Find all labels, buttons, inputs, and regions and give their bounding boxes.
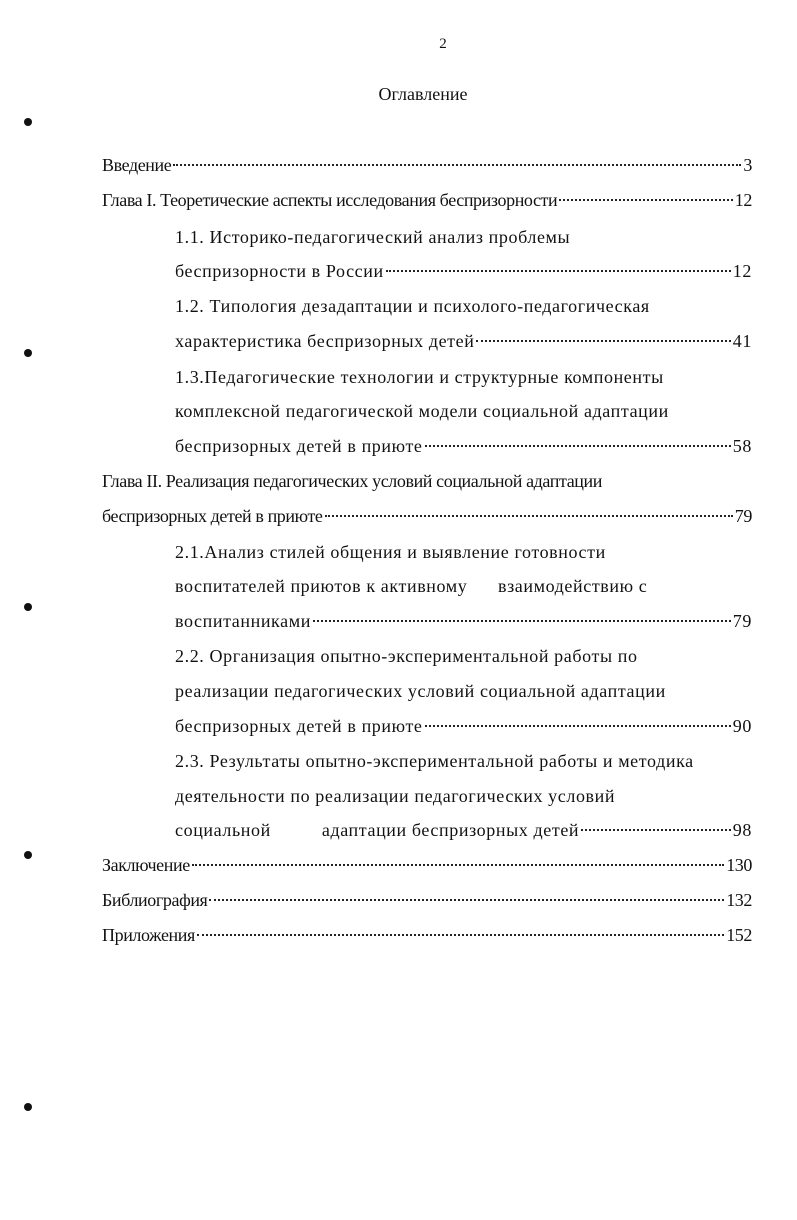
toc-entry-introduction[interactable] — [102, 152, 752, 178]
leader-dots — [581, 829, 731, 831]
toc-entry-chapter-2-line1[interactable]: Глава II. Реализация педагогических условий социальной адаптации — [102, 471, 602, 491]
toc-entry-2-2-line2[interactable]: реализации педагогических условий социальной адаптации — [175, 681, 666, 701]
toc-entry-title: беспризорности в России — [175, 261, 384, 281]
toc-entry-page: 130 — [726, 855, 752, 875]
toc-entry-1-2[interactable] — [175, 328, 752, 354]
toc-entry-title: беспризорных детей в приюте — [102, 506, 323, 526]
leader-dots — [425, 445, 731, 447]
toc-entry-title: Приложения — [102, 925, 195, 945]
leader-dots — [386, 270, 731, 272]
toc-entry-conclusion[interactable] — [102, 852, 752, 878]
toc-entry-page: 58 — [732, 436, 752, 456]
toc-entry-1-3-line1[interactable]: 1.3.Педагогические технологии и структурные компоненты — [175, 367, 664, 387]
toc-entry-page: 79 — [732, 611, 752, 631]
leader-dots — [173, 164, 741, 166]
toc-entry-bibliography[interactable] — [102, 887, 752, 913]
toc-entry-page: 132 — [726, 890, 752, 910]
toc-entry-1-3-line2[interactable]: комплексной педагогической модели социальной адаптации — [175, 401, 669, 421]
leader-dots — [476, 340, 730, 342]
toc-entry-2-1-line1[interactable]: 2.1.Анализ стилей общения и выявление готовности — [175, 542, 606, 562]
leader-dots — [325, 515, 733, 517]
toc-entry-title: беспризорных детей в приюте — [175, 716, 423, 736]
toc-entry-page: 90 — [732, 716, 752, 736]
toc-entry-page: 3 — [743, 155, 752, 175]
toc-entry-page: 79 — [734, 506, 752, 526]
page-number: 2 — [439, 36, 447, 52]
toc-entry-2-1[interactable] — [175, 608, 752, 634]
toc-entry-2-2[interactable] — [175, 713, 752, 739]
toc-entry-title: характеристика беспризорных детей — [175, 331, 475, 351]
leader-dots — [313, 620, 731, 622]
page-title: Оглавление — [378, 84, 468, 104]
toc-entry-chapter-1[interactable] — [102, 187, 752, 213]
toc-entry-page: 41 — [732, 331, 752, 351]
toc-entry-title: Введение — [102, 155, 172, 175]
toc-entry-2-3[interactable] — [175, 817, 752, 843]
leader-dots — [192, 864, 724, 866]
toc-entry-2-1-line2[interactable]: воспитателей приютов к активному взаимодействию с — [175, 576, 648, 596]
toc-entry-page: 98 — [732, 820, 752, 840]
toc-entry-title: Библиография — [102, 890, 208, 910]
toc-entry-title: воспитанниками — [175, 611, 311, 631]
toc-entry-appendices[interactable] — [102, 922, 752, 948]
leader-dots — [197, 934, 724, 936]
leader-dots — [559, 199, 733, 201]
toc-entry-title: беспризорных детей в приюте — [175, 436, 423, 456]
toc-entry-2-3-line1[interactable]: 2.3. Результаты опытно-экспериментальной работы и методика — [175, 751, 694, 771]
leader-dots — [209, 899, 724, 901]
toc-entry-page: 12 — [732, 261, 752, 281]
toc-entry-title: Заключение — [102, 855, 190, 875]
toc-entry-page: 12 — [734, 190, 752, 210]
toc-entry-1-3[interactable] — [175, 433, 752, 459]
toc-entry-1-2-line1[interactable]: 1.2. Типология дезадаптации и психолого-педагогическая — [175, 296, 650, 316]
toc-entry-1-1[interactable] — [175, 258, 752, 284]
toc-entry-title: Глава I. Теоретические аспекты исследования беспризорности — [102, 190, 558, 210]
toc-entry-1-1-line1[interactable]: 1.1. Историко-педагогический анализ проблемы — [175, 227, 571, 247]
toc-entry-2-2-line1[interactable]: 2.2. Организация опытно-экспериментальной работы по — [175, 646, 638, 666]
toc-entry-chapter-2[interactable] — [102, 503, 752, 529]
toc-entry-2-3-line2[interactable]: деятельности по реализации педагогических условий — [175, 786, 616, 806]
leader-dots — [425, 725, 731, 727]
toc-entry-page: 152 — [726, 925, 752, 945]
toc-entry-title: социальной адаптации беспризорных детей — [175, 820, 580, 840]
